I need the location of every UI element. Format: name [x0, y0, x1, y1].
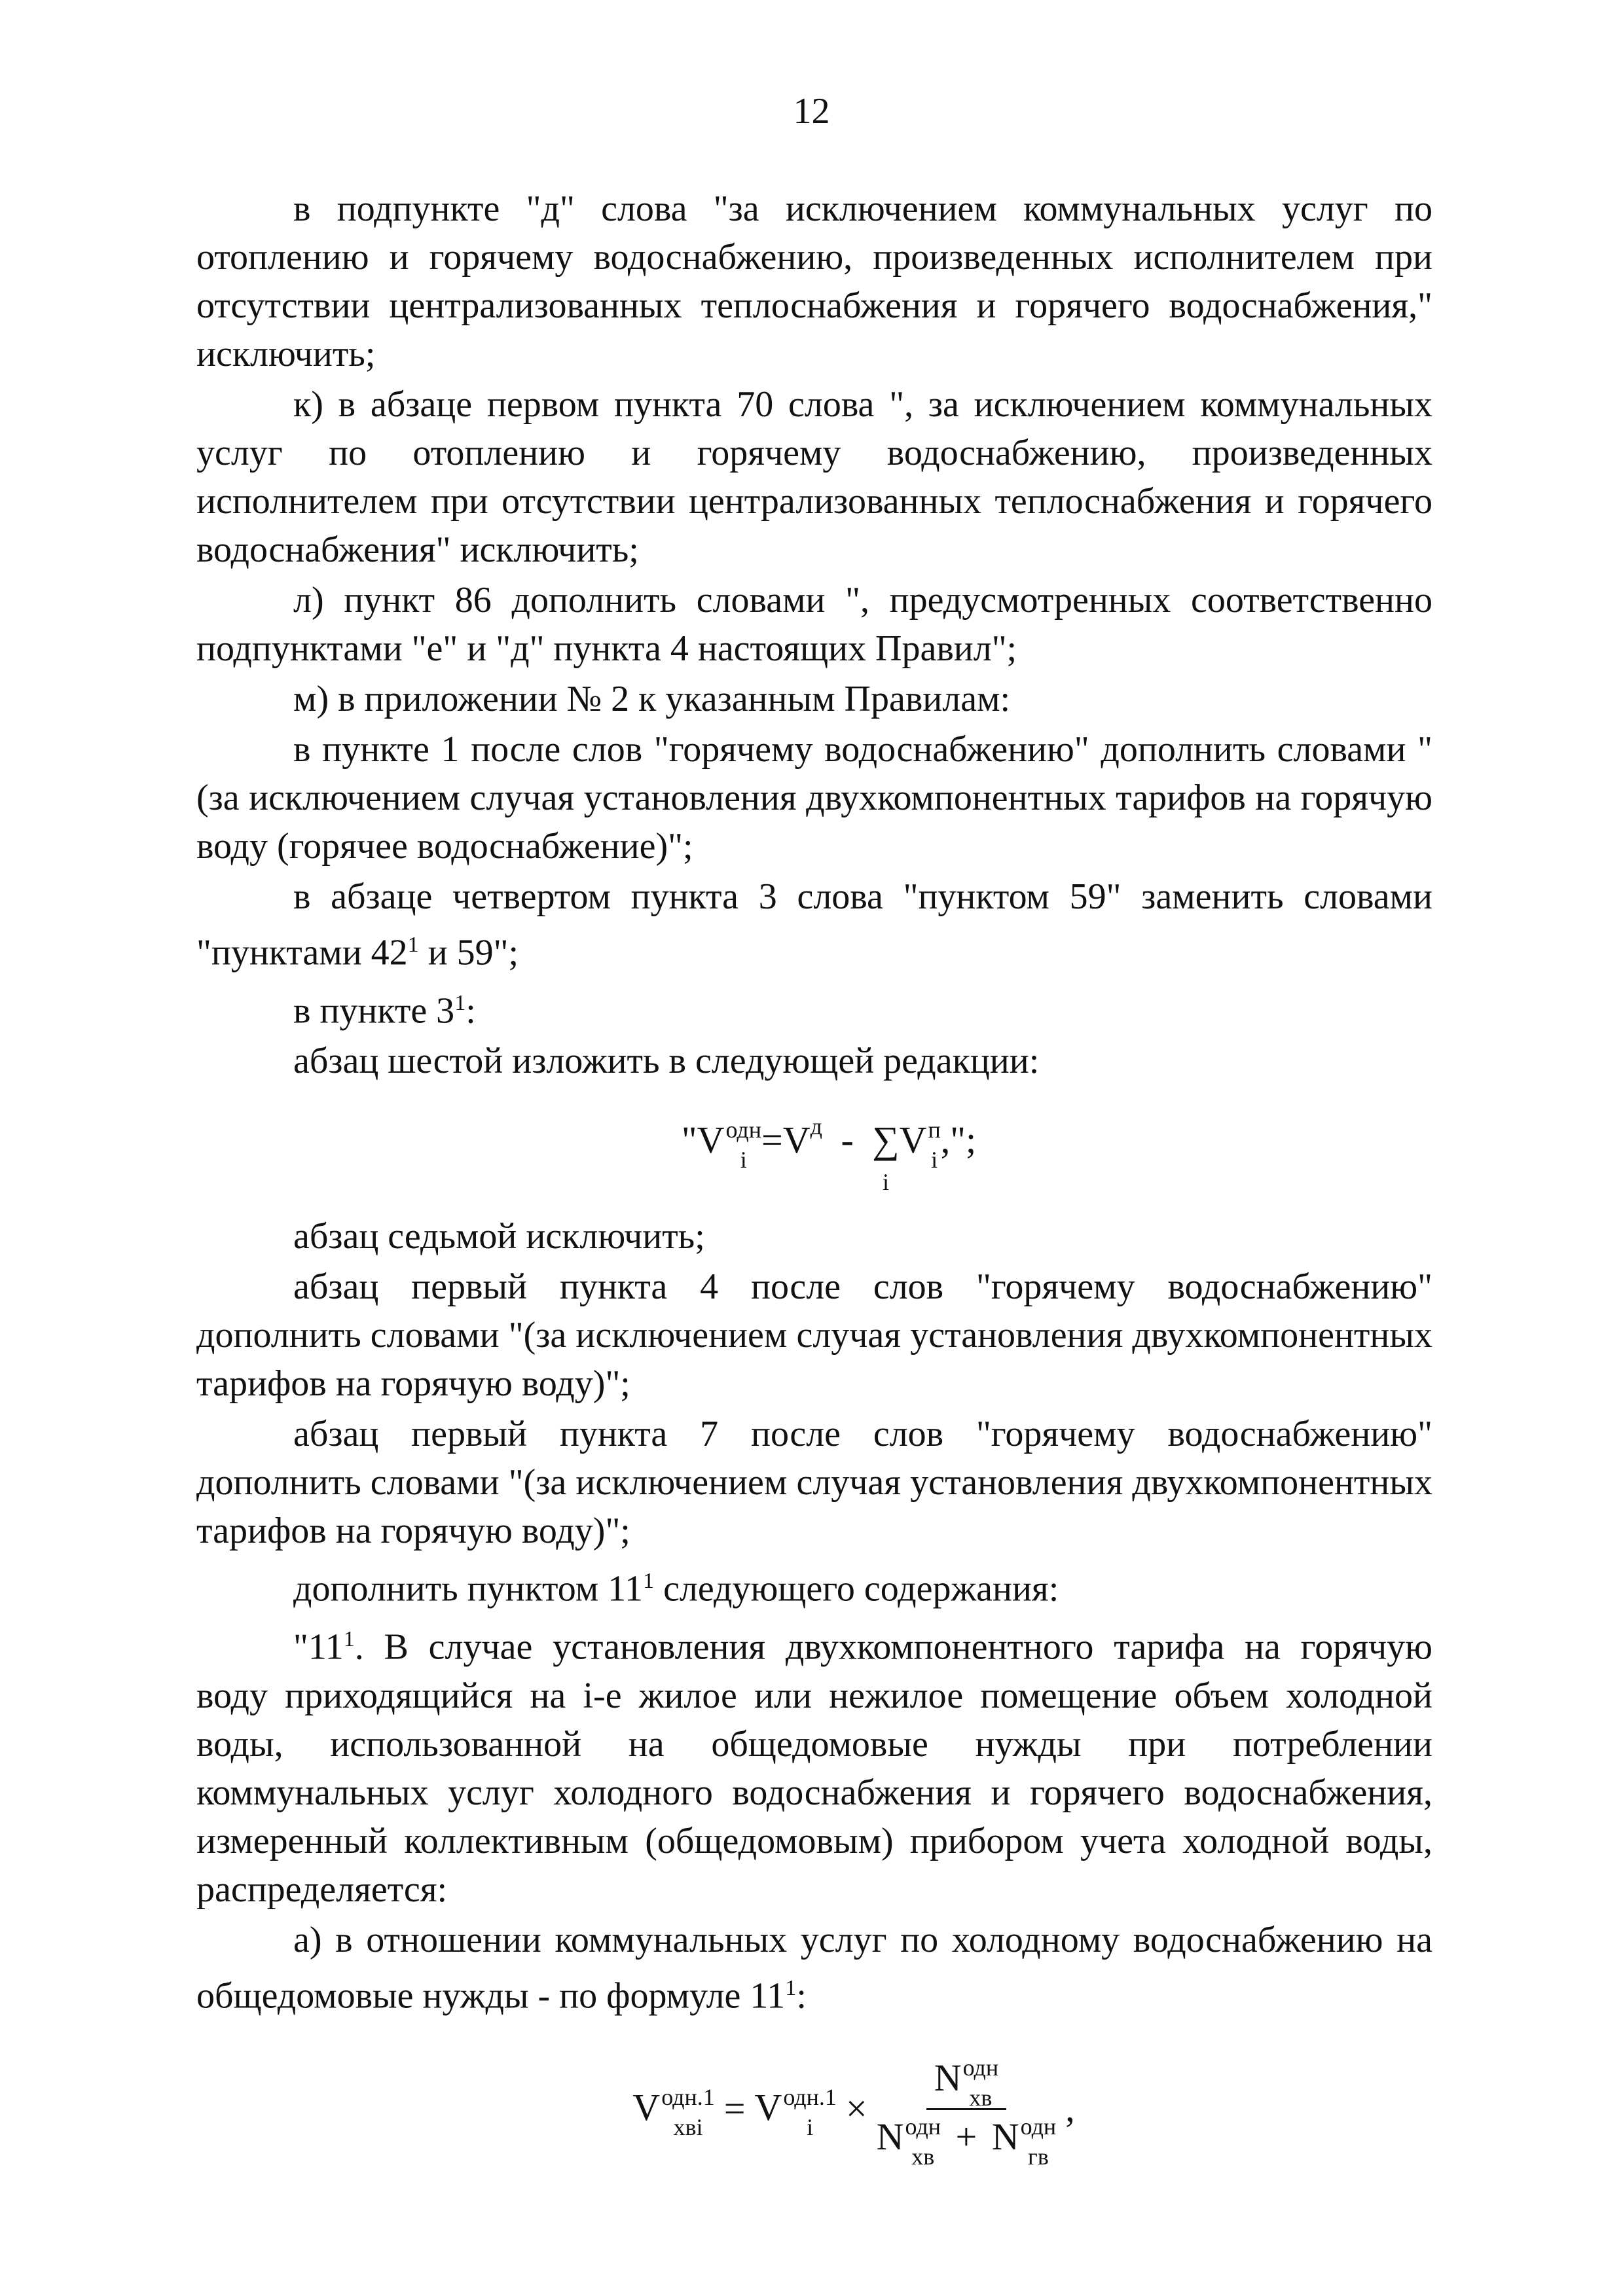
paragraph-point-3: [196, 872, 1432, 977]
formula-row: [632, 2054, 1075, 2170]
fraction-denominator: [876, 2110, 1057, 2170]
script-stack: [962, 2054, 999, 2111]
text: :: [796, 1975, 807, 2017]
superscript: 1: [785, 1975, 797, 2000]
symbol-v: V: [697, 1119, 725, 1162]
fraction-numerator: [926, 2054, 1006, 2110]
subscript: i: [807, 2113, 814, 2140]
paragraph-point-7: абзац первый пункта 7 после слов "горячему водоснабжению" дополнить словами "(за исключением случая установления двухкомпонентных тарифов на горячую воду)";: [196, 1414, 1432, 1552]
paragraph-subitem-d: в подпункте "д" слова "за исключением коммунальных услуг по отоплению и горячему водоснабжению, произведенных исполнителем при отсутствии централизованных теплоснабжения и горячего водоснабжения," исключить;: [196, 188, 1432, 374]
superscript: одн: [905, 2113, 941, 2140]
text: дополнить пунктом 11: [293, 1568, 644, 1609]
formula-close: ,";: [940, 1119, 977, 1162]
subscript: хв: [911, 2143, 935, 2170]
text: "11: [293, 1626, 344, 1668]
equals-sign: =: [723, 2087, 746, 2130]
symbol-n: N: [991, 2115, 1019, 2158]
symbol-n: N: [876, 2115, 904, 2158]
times-sign: ×: [845, 2087, 867, 2130]
fraction: [876, 2054, 1057, 2170]
formula-vi-odn: [196, 1102, 1432, 1200]
script-stack: [905, 2113, 941, 2170]
superscript: 1: [454, 990, 466, 1015]
text: в абзаце четвертом пункта 3 слова "пунктом 59" заменить словами "пунктами 42: [196, 876, 1432, 973]
paragraph-item-l: л) пункт 86 дополнить словами ", предусмотренных соответственно подпунктами "е" и "д" пункта 4 настоящих Правил";: [196, 580, 1432, 669]
superscript: д: [810, 1113, 822, 1140]
script-stack: [928, 1117, 941, 1173]
page-number: 12: [793, 91, 830, 132]
paragraph-seventh-abzac: абзац седьмой исключить;: [293, 1216, 705, 1257]
paragraph-point-3-1: [196, 979, 1432, 1035]
symbol-n: N: [934, 2056, 962, 2100]
symbol-v: V: [782, 1119, 811, 1162]
subscript: хвi: [673, 2113, 703, 2140]
formula-11-1: [196, 2054, 1432, 2178]
sum-sign: ∑: [872, 1119, 900, 1162]
subscript: гв: [1028, 2143, 1049, 2170]
superscript: одн: [725, 1117, 762, 1143]
sum-index: i: [882, 1169, 889, 1196]
formula-expression: [681, 1102, 977, 1196]
paragraph-item-m: м) в приложении № 2 к указанным Правилам:: [293, 679, 1011, 719]
superscript: одн: [1020, 2113, 1057, 2140]
symbol-v: V: [754, 2086, 782, 2129]
superscript: 1: [343, 1626, 355, 1651]
paragraph-point-4: абзац первый пункта 4 после слов "горячему водоснабжению" дополнить словами "(за исключением случая установления двухкомпонентных тарифов на горячую воду)";: [196, 1266, 1432, 1405]
script-stack: [661, 2083, 715, 2140]
minus-sign: -: [841, 1119, 854, 1162]
script-stack: [783, 2083, 837, 2140]
sum-operator: [872, 1116, 900, 1196]
paragraph-point-1: в пункте 1 после слов "горячему водоснабжению" дополнить словами "(за исключением случая установления двухкомпонентных тарифов на горячую воду (горячее водоснабжение)";: [196, 729, 1432, 867]
subscript: хв: [969, 2084, 993, 2111]
subscript: i: [740, 1147, 747, 1173]
plus-sign: +: [955, 2115, 977, 2158]
formula-comma: ,: [1065, 2087, 1075, 2130]
script-stack: [1020, 2113, 1057, 2170]
text: в пункте 3: [293, 990, 455, 1031]
symbol-v: V: [632, 2086, 661, 2129]
open-quote: ": [681, 1119, 697, 1162]
text: . В случае установления двухкомпонентного тарифа на горячую воду приходящийся на i-е жилое или нежилое помещение объем холодной воды, использованной на общедомовые нужды при потреблении коммунальных услуг холодного водоснабжения и горячего водоснабжения, измеренный коллективным (общедомовым) прибором учета холодной воды, распределяется:: [196, 1626, 1432, 1910]
paragraph-point-11-1-text: [196, 1615, 1432, 1914]
document-body: [196, 185, 1432, 2178]
paragraph-item-k: к) в абзаце первом пункта 70 слова ", за исключением коммунальных услуг по отоплению и горячему водоснабжению, произведенных исполнителем при отсутствии централизованных теплоснабжения и горячего водоснабжения" исключить;: [196, 384, 1432, 570]
equals-sign: =: [761, 1119, 783, 1162]
superscript: одн: [962, 2054, 999, 2081]
symbol-v: V: [899, 1119, 927, 1162]
superscript: 1: [407, 933, 419, 957]
text: :: [465, 990, 476, 1031]
superscript: п: [928, 1117, 941, 1143]
paragraph-sixth-abzac: абзац шестой изложить в следующей редакции:: [293, 1041, 1040, 1082]
text: и 59";: [418, 932, 519, 973]
subscript: i: [931, 1147, 938, 1173]
superscript: одн.1: [783, 2083, 837, 2110]
text: а) в отношении коммунальных услуг по холодному водоснабжению на общедомовые нужды - по формуле 11: [196, 1919, 1432, 2017]
formula-rhs-volume: [754, 2083, 837, 2140]
formula-lhs: [632, 2083, 715, 2140]
superscript: одн.1: [661, 2083, 715, 2110]
superscript: 1: [643, 1569, 655, 1594]
paragraph-add-point-11-1: [196, 1557, 1432, 1613]
script-stack: [725, 1117, 762, 1173]
text: следующего содержания:: [654, 1568, 1059, 1609]
paragraph-subitem-a: [196, 1916, 1432, 2020]
